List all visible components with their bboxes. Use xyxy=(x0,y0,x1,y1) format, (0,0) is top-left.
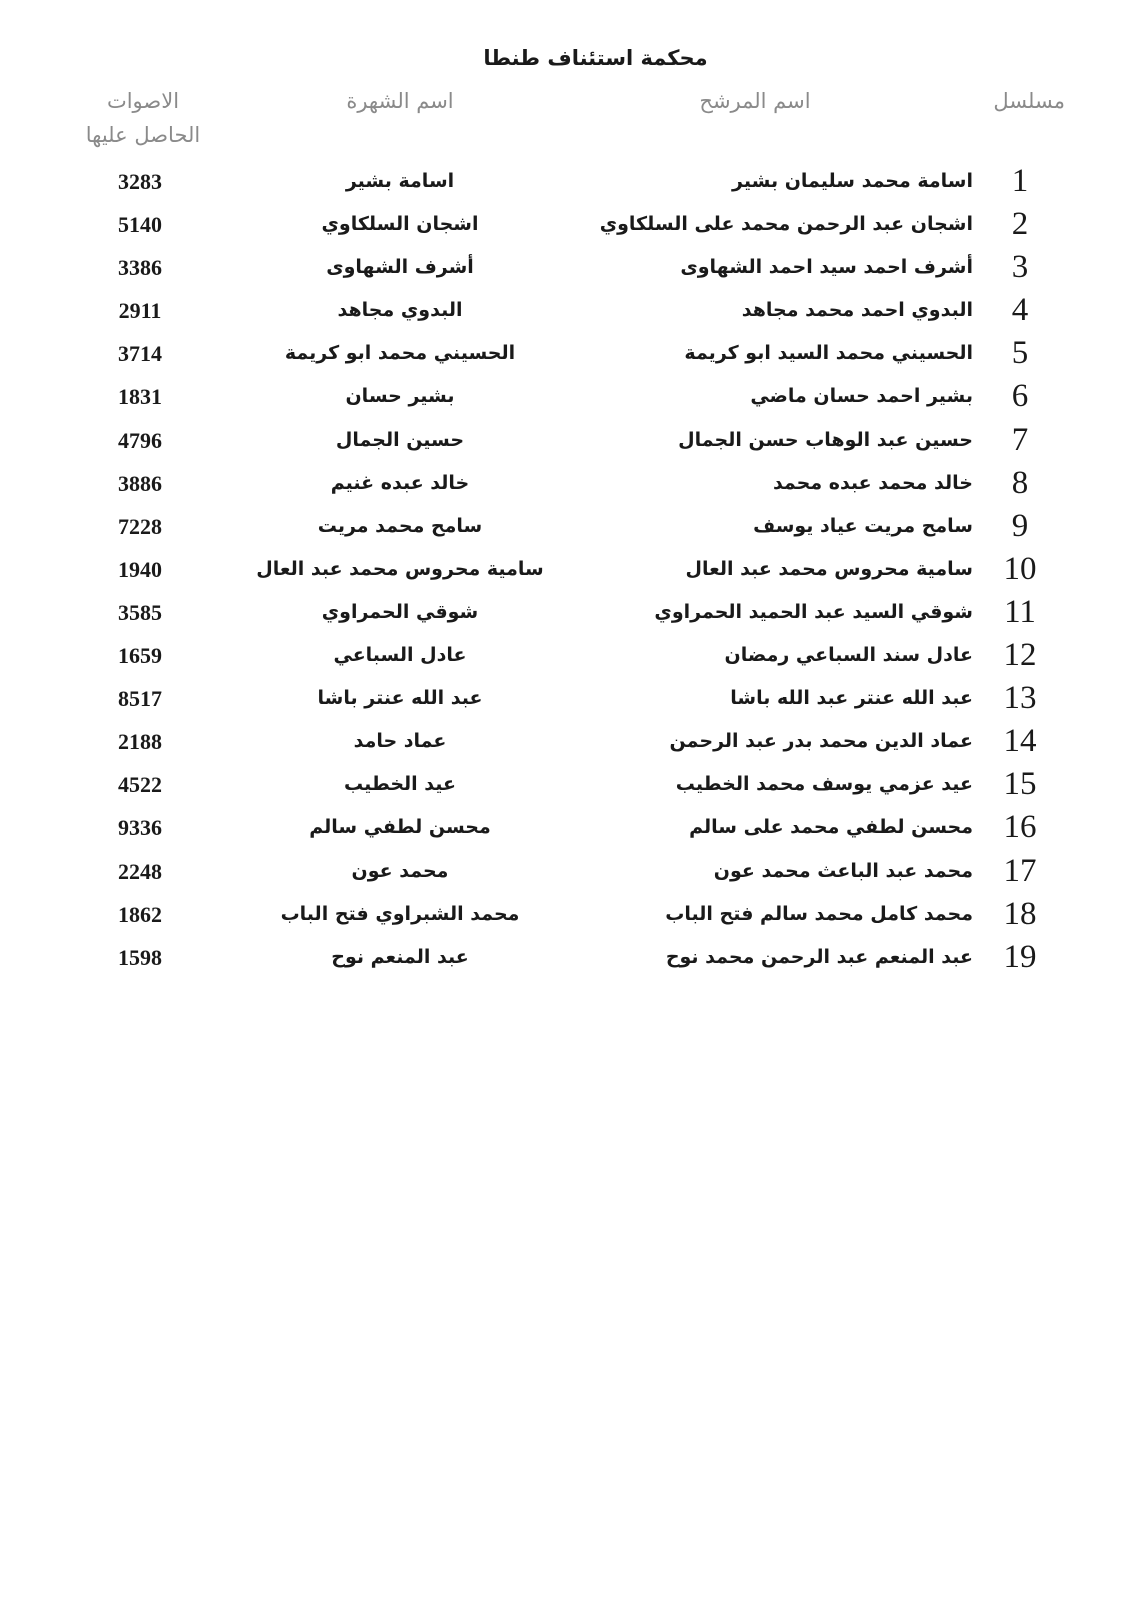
row-votes: 2248 xyxy=(118,858,162,884)
row-fame-name: الحسيني محمد ابو كريمة xyxy=(284,342,516,365)
header-votes-line2: الحاصل عليها xyxy=(85,123,201,147)
row-serial: 16 xyxy=(1003,809,1037,846)
row-serial: 3 xyxy=(1011,249,1029,286)
table-row xyxy=(0,419,1131,462)
row-candidate-name: سامية محروس محمد عبد العال xyxy=(685,557,973,580)
table-row xyxy=(0,634,1131,677)
row-serial: 17 xyxy=(1003,852,1037,889)
row-votes: 1862 xyxy=(118,901,162,927)
row-fame-name: حسين الجمال xyxy=(335,428,465,451)
table-row xyxy=(0,720,1131,763)
row-fame-name: سامح محمد مريت xyxy=(317,514,483,537)
row-serial: 12 xyxy=(1003,637,1037,674)
table-row xyxy=(0,936,1131,979)
row-votes: 4796 xyxy=(118,427,162,453)
row-serial: 2 xyxy=(1011,206,1029,243)
row-candidate-name: اسامة محمد سليمان بشير xyxy=(732,170,973,192)
row-candidate-name: خالد محمد عبده محمد xyxy=(772,471,973,494)
row-fame-name: محمد عون xyxy=(351,859,449,882)
header-votes-line1: الاصوات xyxy=(106,89,180,113)
table-row xyxy=(0,246,1131,289)
row-votes: 8517 xyxy=(118,686,162,712)
table-row xyxy=(0,505,1131,548)
table-row xyxy=(0,591,1131,634)
row-serial: 14 xyxy=(1003,723,1037,760)
row-serial: 8 xyxy=(1011,464,1029,501)
table-row xyxy=(0,806,1131,849)
row-fame-name: سامية محروس محمد عبد العال xyxy=(256,557,544,580)
row-serial: 13 xyxy=(1003,680,1037,717)
row-serial: 1 xyxy=(1011,163,1029,199)
row-votes: 1940 xyxy=(118,556,162,582)
table-row xyxy=(0,893,1131,936)
row-candidate-name: الحسيني محمد السيد ابو كريمة xyxy=(684,342,973,365)
row-serial: 5 xyxy=(1011,335,1029,372)
row-fame-name: اسامة بشير xyxy=(345,170,455,192)
row-serial: 15 xyxy=(1003,766,1037,803)
row-votes: 7228 xyxy=(118,513,162,539)
row-votes: 9336 xyxy=(118,815,162,841)
row-candidate-name: عبد الله عنتر عبد الله باشا xyxy=(730,687,973,710)
row-candidate-name: حسين عبد الوهاب حسن الجمال xyxy=(678,428,973,451)
row-votes: 1831 xyxy=(118,384,162,410)
row-fame-name: عيد الخطيب xyxy=(343,773,457,796)
row-votes: 2188 xyxy=(118,729,162,755)
row-candidate-name: عيد عزمي يوسف محمد الخطيب xyxy=(675,773,973,796)
table-row xyxy=(0,462,1131,505)
row-fame-name: اشجان السلكاوي xyxy=(321,213,479,236)
row-fame-name: عبد الله عنتر باشا xyxy=(317,687,483,710)
row-fame-name: بشير حسان xyxy=(345,385,455,408)
row-fame-name: محسن لطفي سالم xyxy=(309,816,491,839)
table-row xyxy=(0,203,1131,246)
row-serial: 18 xyxy=(1003,895,1037,932)
header-votes xyxy=(58,84,228,152)
row-fame-name: شوقي الحمراوي xyxy=(321,600,479,623)
header-candidate-name: اسم المرشح xyxy=(699,89,811,113)
row-fame-name: البدوي مجاهد xyxy=(337,299,463,322)
results-table xyxy=(0,160,1131,979)
row-serial: 9 xyxy=(1011,507,1029,544)
row-serial: 19 xyxy=(1003,938,1037,975)
row-votes: 1598 xyxy=(118,944,162,970)
row-fame-name: أشرف الشهاوى xyxy=(326,256,474,279)
row-votes: 3585 xyxy=(118,599,162,625)
row-candidate-name: اشجان عبد الرحمن محمد على السلكاوي xyxy=(599,213,973,236)
table-row xyxy=(0,160,1131,203)
row-votes: 1659 xyxy=(118,643,162,669)
row-candidate-name: عبد المنعم عبد الرحمن محمد نوح xyxy=(665,945,973,968)
row-votes: 3886 xyxy=(118,470,162,496)
row-fame-name: عبد المنعم نوح xyxy=(331,945,469,968)
header-fame-name: اسم الشهرة xyxy=(346,89,454,113)
table-row xyxy=(0,548,1131,591)
row-serial: 4 xyxy=(1011,292,1029,329)
row-votes: 3386 xyxy=(118,255,162,281)
row-candidate-name: محمد كامل محمد سالم فتح الباب xyxy=(665,902,973,925)
row-votes: 5140 xyxy=(118,212,162,238)
row-votes: 3283 xyxy=(118,169,162,194)
row-fame-name: خالد عبده غنيم xyxy=(330,471,470,494)
row-votes: 3714 xyxy=(118,341,162,367)
row-fame-name: عماد حامد xyxy=(353,730,447,753)
row-serial: 7 xyxy=(1011,421,1029,458)
header-serial: مسلسل xyxy=(993,89,1065,113)
row-candidate-name: البدوي احمد محمد مجاهد xyxy=(741,299,973,322)
row-serial: 6 xyxy=(1011,378,1029,415)
row-votes: 4522 xyxy=(118,772,162,798)
table-row xyxy=(0,850,1131,893)
row-candidate-name: سامح مريت عياد يوسف xyxy=(753,514,973,537)
table-row xyxy=(0,763,1131,806)
row-fame-name: محمد الشبراوي فتح الباب xyxy=(280,902,520,925)
row-candidate-name: محمد عبد الباعث محمد عون xyxy=(713,859,973,882)
table-row xyxy=(0,289,1131,332)
row-serial: 11 xyxy=(1004,593,1036,630)
document-title: محكمة استئناف طنطا xyxy=(483,46,708,70)
row-candidate-name: أشرف احمد سيد احمد الشهاوى xyxy=(680,256,973,279)
table-row xyxy=(0,677,1131,720)
row-candidate-name: محسن لطفي محمد على سالم xyxy=(689,816,973,839)
row-votes: 2911 xyxy=(118,298,162,324)
table-row xyxy=(0,375,1131,418)
row-candidate-name: عماد الدين محمد بدر عبد الرحمن xyxy=(669,730,973,753)
row-fame-name: عادل السباعي xyxy=(333,644,467,667)
row-candidate-name: شوقي السيد عبد الحميد الحمراوي xyxy=(654,600,973,623)
row-candidate-name: عادل سند السباعي رمضان xyxy=(724,644,973,667)
row-candidate-name: بشير احمد حسان ماضي xyxy=(750,385,973,408)
row-serial: 10 xyxy=(1003,550,1037,587)
table-row xyxy=(0,332,1131,375)
